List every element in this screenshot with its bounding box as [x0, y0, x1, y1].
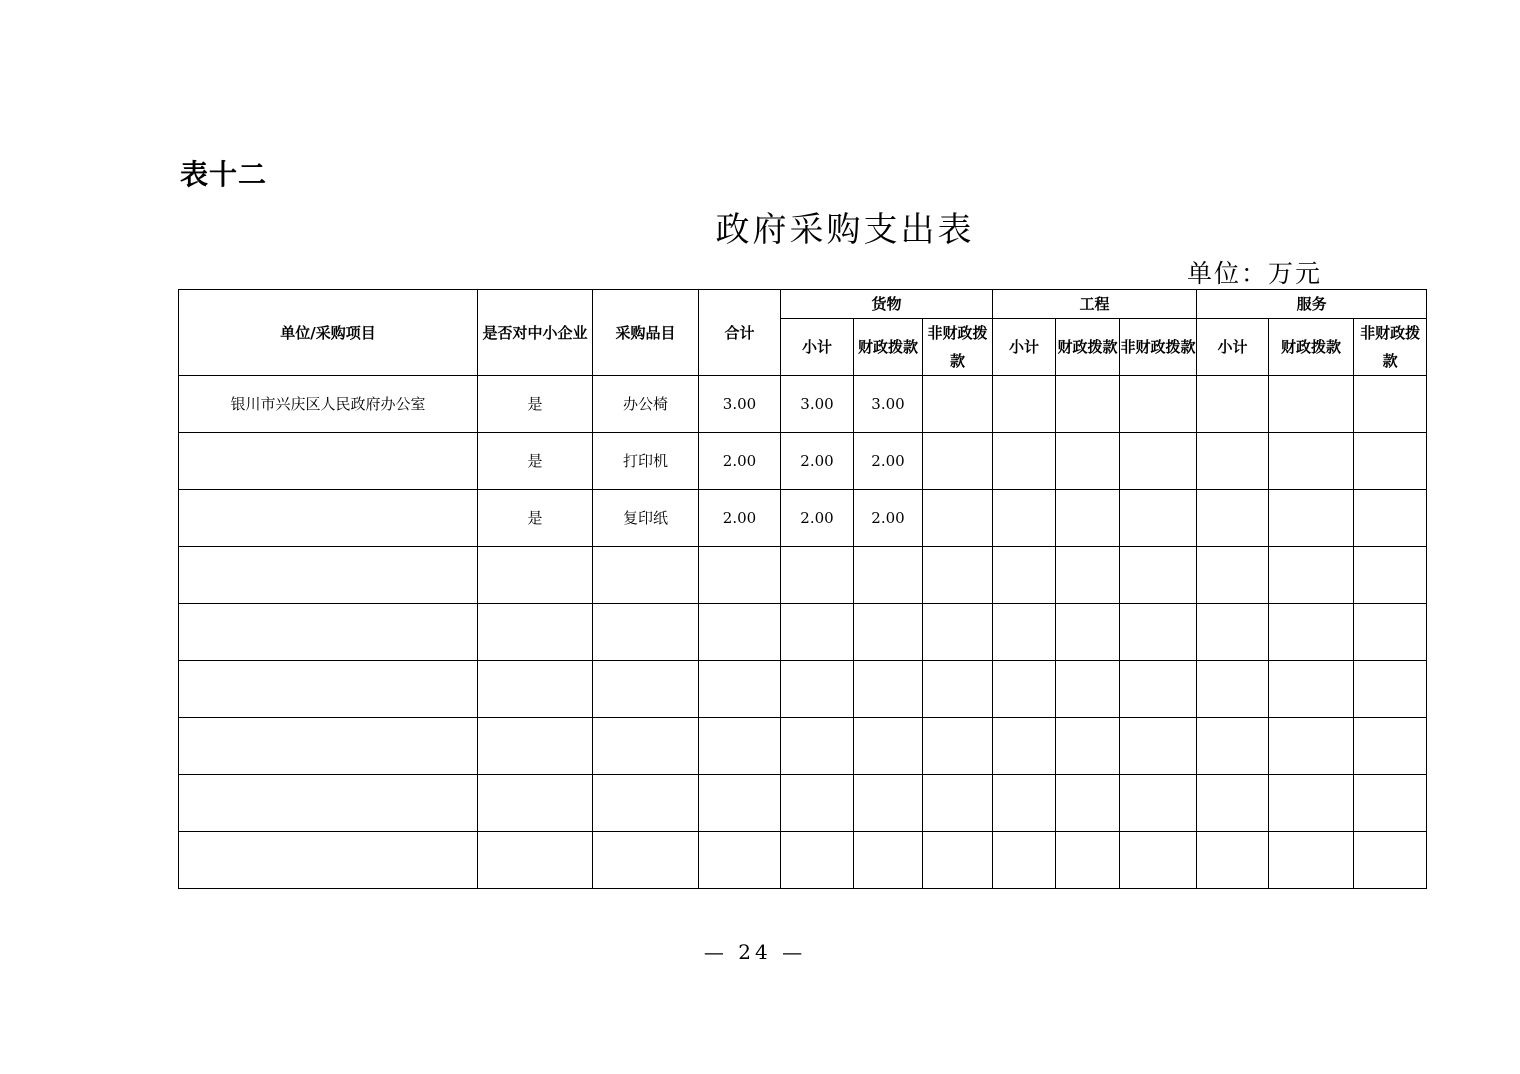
cell-svc-nonfiscal: [1354, 718, 1427, 775]
cell-eng-nonfiscal: [1120, 490, 1197, 547]
cell-svc-nonfiscal: [1354, 433, 1427, 490]
cell-unit: [179, 661, 478, 718]
cell-eng-subtotal: [993, 376, 1056, 433]
header-engineering: 工程: [993, 290, 1197, 319]
cell-item: 打印机: [593, 433, 699, 490]
cell-svc-subtotal: [1197, 775, 1269, 832]
cell-eng-subtotal: [993, 433, 1056, 490]
table-row: [179, 661, 1427, 718]
cell-total: 2.00: [699, 433, 781, 490]
cell-eng-fiscal: [1056, 661, 1120, 718]
cell-eng-subtotal: [993, 718, 1056, 775]
cell-total: [699, 718, 781, 775]
cell-total: 3.00: [699, 376, 781, 433]
header-eng-subtotal: 小计: [993, 319, 1056, 376]
cell-eng-nonfiscal: [1120, 775, 1197, 832]
cell-svc-subtotal: [1197, 490, 1269, 547]
cell-eng-nonfiscal: [1120, 832, 1197, 889]
cell-goods-fiscal: 2.00: [854, 433, 923, 490]
cell-item: [593, 832, 699, 889]
cell-goods-subtotal: [781, 661, 854, 718]
cell-sme: [478, 718, 593, 775]
table-row: [179, 832, 1427, 889]
cell-goods-subtotal: [781, 775, 854, 832]
page-number: — 24 —: [703, 940, 807, 964]
cell-item: [593, 547, 699, 604]
cell-eng-subtotal: [993, 490, 1056, 547]
cell-svc-fiscal: [1269, 661, 1354, 718]
cell-goods-nonfiscal: [923, 661, 993, 718]
cell-svc-nonfiscal: [1354, 604, 1427, 661]
cell-unit: [179, 433, 478, 490]
cell-svc-subtotal: [1197, 661, 1269, 718]
cell-goods-subtotal: 2.00: [781, 490, 854, 547]
cell-svc-nonfiscal: [1354, 661, 1427, 718]
cell-eng-fiscal: [1056, 604, 1120, 661]
cell-eng-subtotal: [993, 661, 1056, 718]
cell-goods-nonfiscal: [923, 376, 993, 433]
cell-goods-fiscal: [854, 832, 923, 889]
cell-unit: [179, 547, 478, 604]
cell-goods-subtotal: 2.00: [781, 433, 854, 490]
cell-eng-nonfiscal: [1120, 433, 1197, 490]
header-unit-project: 单位/采购项目: [179, 290, 478, 376]
header-goods-nonfiscal: 非财政拨款: [923, 319, 993, 376]
cell-eng-fiscal: [1056, 832, 1120, 889]
cell-goods-nonfiscal: [923, 490, 993, 547]
cell-total: 2.00: [699, 490, 781, 547]
cell-svc-fiscal: [1269, 832, 1354, 889]
cell-eng-fiscal: [1056, 718, 1120, 775]
cell-goods-nonfiscal: [923, 547, 993, 604]
cell-total: [699, 547, 781, 604]
procurement-table: [178, 289, 1427, 889]
cell-eng-fiscal: [1056, 547, 1120, 604]
cell-goods-subtotal: [781, 832, 854, 889]
cell-goods-subtotal: 3.00: [781, 376, 854, 433]
cell-svc-nonfiscal: [1354, 775, 1427, 832]
cell-unit: [179, 718, 478, 775]
cell-svc-nonfiscal: [1354, 376, 1427, 433]
cell-total: [699, 832, 781, 889]
cell-svc-nonfiscal: [1354, 832, 1427, 889]
header-eng-fiscal: 财政拨款: [1056, 319, 1120, 376]
header-svc-nonfiscal: 非财政拨款: [1354, 319, 1427, 376]
table-number: 表十二: [180, 158, 268, 191]
cell-eng-nonfiscal: [1120, 376, 1197, 433]
cell-eng-fiscal: [1056, 376, 1120, 433]
cell-svc-fiscal: [1269, 376, 1354, 433]
cell-goods-fiscal: [854, 718, 923, 775]
cell-sme: [478, 604, 593, 661]
cell-eng-nonfiscal: [1120, 547, 1197, 604]
cell-unit: [179, 604, 478, 661]
header-svc-subtotal: 小计: [1197, 319, 1269, 376]
header-total: 合计: [699, 290, 781, 376]
cell-item: [593, 718, 699, 775]
cell-total: [699, 661, 781, 718]
header-services: 服务: [1197, 290, 1427, 319]
cell-eng-nonfiscal: [1120, 661, 1197, 718]
cell-svc-nonfiscal: [1354, 547, 1427, 604]
cell-goods-nonfiscal: [923, 604, 993, 661]
cell-eng-fiscal: [1056, 490, 1120, 547]
cell-svc-fiscal: [1269, 433, 1354, 490]
cell-sme: 是: [478, 376, 593, 433]
cell-goods-fiscal: [854, 661, 923, 718]
cell-item: [593, 604, 699, 661]
table-row: [179, 376, 1427, 433]
header-goods-subtotal: 小计: [781, 319, 854, 376]
cell-goods-fiscal: [854, 604, 923, 661]
cell-item: 办公椅: [593, 376, 699, 433]
unit-label: 单位：万元: [1187, 259, 1323, 288]
cell-unit: [179, 832, 478, 889]
cell-goods-fiscal: [854, 547, 923, 604]
cell-svc-fiscal: [1269, 718, 1354, 775]
header-goods: 货物: [781, 290, 993, 319]
cell-goods-fiscal: 3.00: [854, 376, 923, 433]
table-row: [179, 547, 1427, 604]
cell-unit: [179, 775, 478, 832]
cell-goods-subtotal: [781, 604, 854, 661]
cell-eng-nonfiscal: [1120, 718, 1197, 775]
cell-sme: [478, 775, 593, 832]
cell-sme: [478, 832, 593, 889]
cell-svc-subtotal: [1197, 604, 1269, 661]
cell-unit: [179, 490, 478, 547]
cell-eng-subtotal: [993, 547, 1056, 604]
header-svc-fiscal: 财政拨款: [1269, 319, 1354, 376]
table-row: [179, 604, 1427, 661]
cell-sme: [478, 547, 593, 604]
cell-item: [593, 661, 699, 718]
document-title: 政府采购支出表: [715, 210, 975, 250]
cell-eng-fiscal: [1056, 775, 1120, 832]
cell-sme: 是: [478, 490, 593, 547]
cell-goods-nonfiscal: [923, 775, 993, 832]
cell-svc-subtotal: [1197, 718, 1269, 775]
cell-unit: 银川市兴庆区人民政府办公室: [179, 376, 478, 433]
header-sme: 是否对中小企业: [478, 290, 593, 376]
table-row: [179, 775, 1427, 832]
cell-goods-subtotal: [781, 718, 854, 775]
cell-total: [699, 604, 781, 661]
cell-goods-fiscal: [854, 775, 923, 832]
header-eng-nonfiscal: 非财政拨款: [1120, 319, 1197, 376]
cell-svc-fiscal: [1269, 775, 1354, 832]
table-row: [179, 490, 1427, 547]
cell-eng-subtotal: [993, 832, 1056, 889]
header-item: 采购品目: [593, 290, 699, 376]
cell-svc-subtotal: [1197, 832, 1269, 889]
cell-eng-nonfiscal: [1120, 604, 1197, 661]
cell-svc-fiscal: [1269, 547, 1354, 604]
table-row: [179, 433, 1427, 490]
cell-item: 复印纸: [593, 490, 699, 547]
cell-eng-subtotal: [993, 604, 1056, 661]
cell-svc-fiscal: [1269, 604, 1354, 661]
cell-svc-fiscal: [1269, 490, 1354, 547]
cell-eng-fiscal: [1056, 433, 1120, 490]
cell-goods-nonfiscal: [923, 718, 993, 775]
cell-goods-fiscal: 2.00: [854, 490, 923, 547]
cell-eng-subtotal: [993, 775, 1056, 832]
cell-total: [699, 775, 781, 832]
cell-svc-subtotal: [1197, 547, 1269, 604]
cell-svc-subtotal: [1197, 376, 1269, 433]
cell-goods-nonfiscal: [923, 433, 993, 490]
cell-sme: 是: [478, 433, 593, 490]
header-goods-fiscal: 财政拨款: [854, 319, 923, 376]
cell-svc-nonfiscal: [1354, 490, 1427, 547]
cell-svc-subtotal: [1197, 433, 1269, 490]
header-row-1: [179, 290, 1427, 319]
cell-item: [593, 775, 699, 832]
cell-goods-subtotal: [781, 547, 854, 604]
table-row: [179, 718, 1427, 775]
cell-sme: [478, 661, 593, 718]
cell-goods-nonfiscal: [923, 832, 993, 889]
